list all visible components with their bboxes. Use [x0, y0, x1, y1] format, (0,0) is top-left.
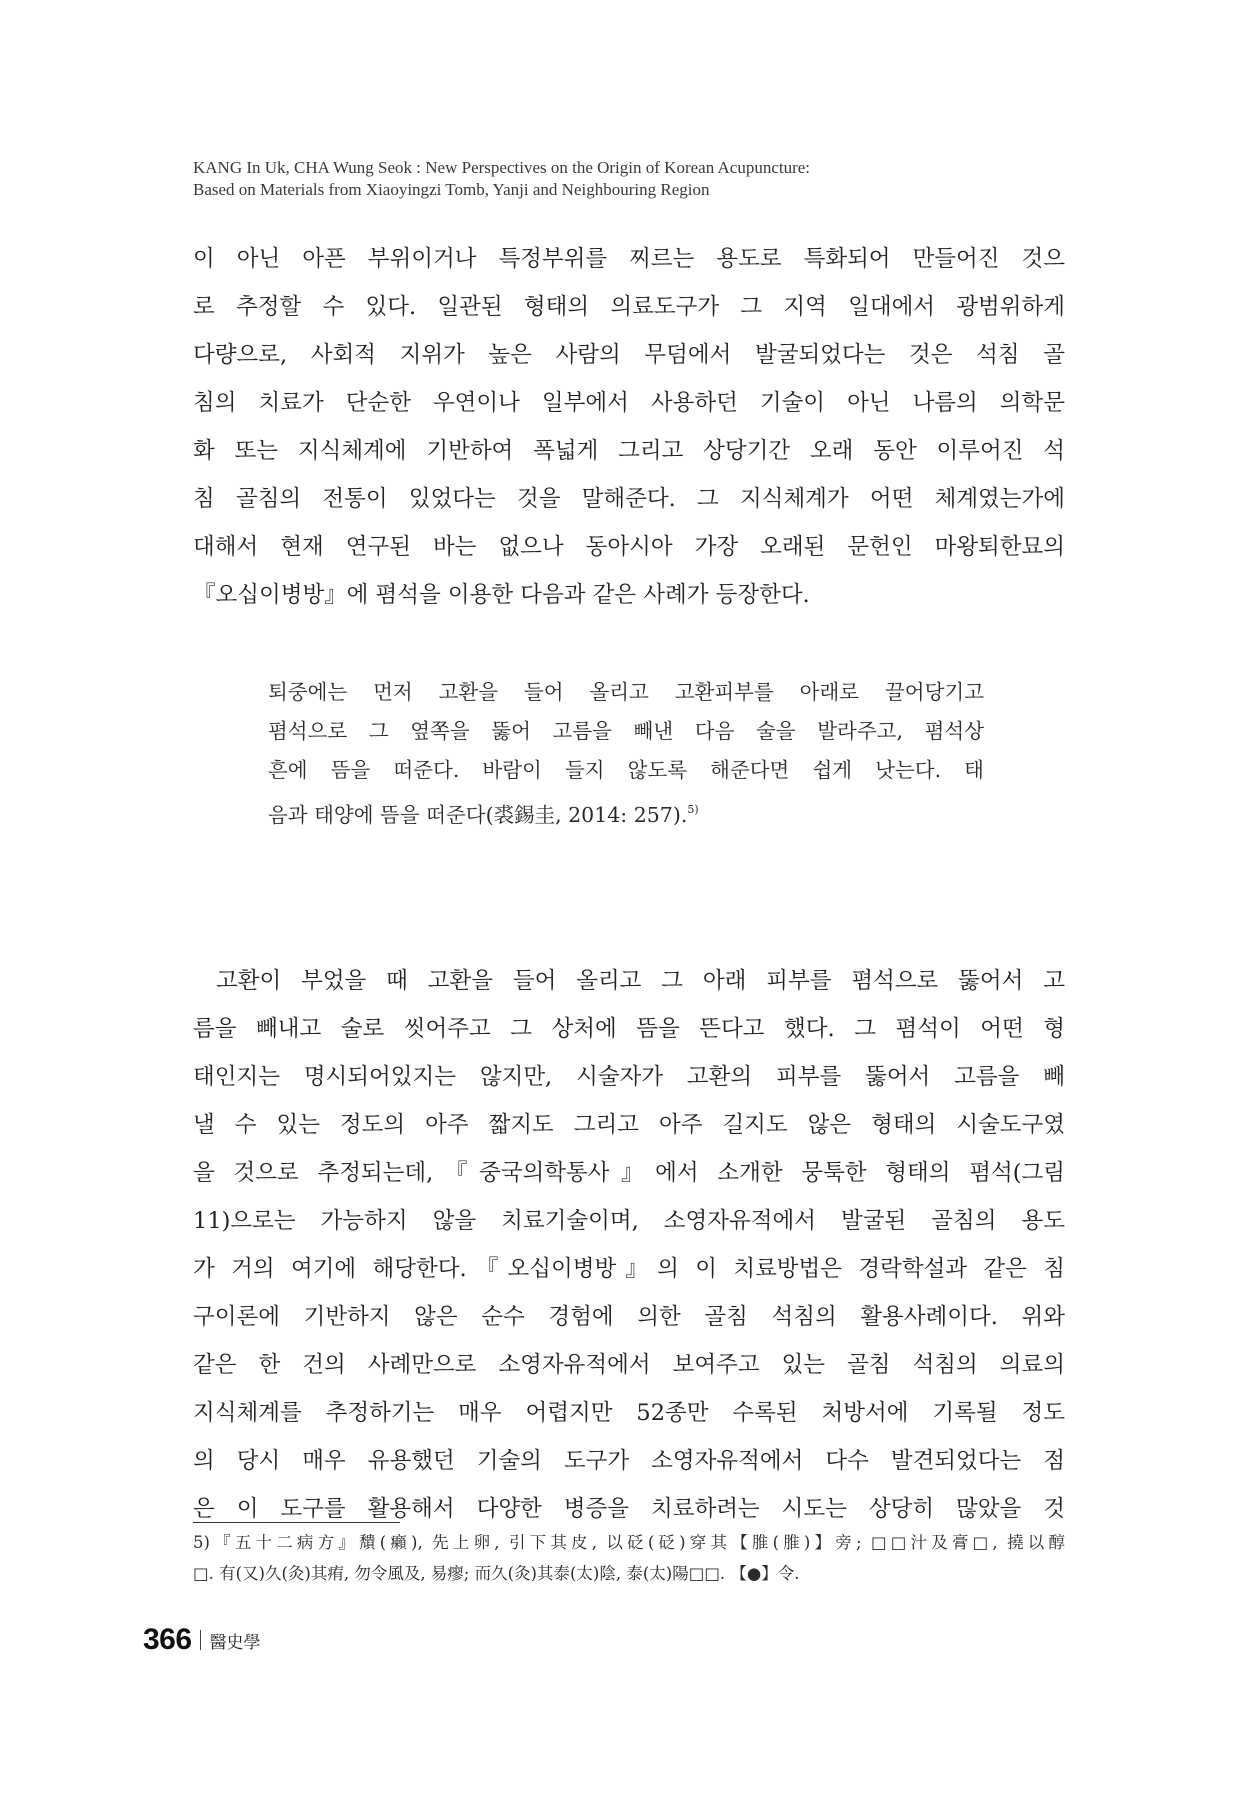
text-line: 침 골침의 전통이 있었다는 것을 말해준다. 그 지식체계가 어떤 체계였는가에 [193, 486, 1065, 512]
text-line: 대해서 현재 연구된 바는 없으나 동아시아 가장 오래된 문헌인 마왕퇴한묘의 [193, 534, 1065, 560]
text-line: 이 아닌 아픈 부위이거나 특정부위를 찌르는 용도로 특화되어 만들어진 것으 [193, 246, 1065, 272]
text-line: 고환이 부었을 때 고환을 들어 올리고 그 아래 피부를 폄석으로 뚫어서 고 [216, 968, 1065, 994]
footnote-divider [193, 1522, 400, 1523]
journal-title: 醫史學 [209, 1632, 261, 1653]
running-header [193, 157, 1073, 201]
quote-line [268, 790, 984, 829]
text-line: 침의 치료가 단순한 우연이나 일부에서 사용하던 기술이 아닌 나름의 의학문 [193, 390, 1065, 416]
text-line: 같은 한 건의 사례만으로 소영자유적에서 보여주고 있는 골침 석침의 의료의 [193, 1352, 1065, 1378]
footnote-line: □. 有(又)久(灸)其痏, 勿令風及, 易瘳; 而久(灸)其泰(太)陰, 泰(太)陽□□. 【●】令. [193, 1564, 800, 1583]
text-line: 의 당시 매우 유용했던 기술의 도구가 소영자유적에서 다수 발견되었다는 점 [193, 1448, 1065, 1474]
running-header-line: Based on Materials from Xiaoyingzi Tomb, Yanji and Neighbouring Region [193, 180, 710, 199]
footer-separator [200, 1630, 201, 1650]
text-line: 다량으로, 사회적 지위가 높은 사람의 무덤에서 발굴되었다는 것은 석침 골 [193, 342, 1065, 368]
footnote-marker[interactable]: 5) [687, 803, 699, 816]
text-line: 11)으로는 가능하지 않을 치료기술이며, 소영자유적에서 발굴된 골침의 용도 [193, 1208, 1065, 1234]
body-paragraph [193, 957, 1065, 1533]
text-line: 을 것으로 추정되는데,『중국의학통사』에서 소개한 뭉툭한 형태의 폄석(그림 [193, 1160, 1065, 1186]
quote-line: 퇴중에는 먼저 고환을 들어 올리고 고환피부를 아래로 끌어당기고 [268, 680, 984, 704]
quote-line-text: 음과 태양에 뜸을 떠준다(裘錫圭, 2014: 257). [268, 803, 688, 827]
quote-line: 폄석으로 그 옆쪽을 뚫어 고름을 빼낸 다음 술을 발라주고, 폄석상 [268, 719, 984, 743]
text-line: 태인지는 명시되어있지는 않지만, 시술자가 고환의 피부를 뚫어서 고름을 빼 [193, 1064, 1065, 1090]
text-line: 름을 빼내고 술로 씻어주고 그 상처에 뜸을 뜬다고 했다. 그 폄석이 어떤 형 [193, 1016, 1065, 1042]
text-line: 은 이 도구를 활용해서 다양한 병증을 치료하려는 시도는 상당히 많았을 것 [193, 1496, 1065, 1522]
text-line: 로 추정할 수 있다. 일관된 형태의 의료도구가 그 지역 일대에서 광범위하게 [193, 294, 1065, 320]
quote-line: 흔에 뜸을 떠준다. 바람이 들지 않도록 해준다면 쉽게 낫는다. 태 [268, 758, 984, 782]
page-number: 366 [143, 1623, 192, 1656]
running-header-line: KANG In Uk, CHA Wung Seok : New Perspectives on the Origin of Korean Acupuncture: [193, 158, 811, 177]
block-quote [268, 673, 984, 829]
text-line: 낼 수 있는 정도의 아주 짧지도 그리고 아주 길지도 않은 형태의 시술도구였 [193, 1112, 1065, 1138]
text-line: 『오십이병방』에 폄석을 이용한 다음과 같은 사례가 등장한다. [193, 582, 810, 608]
text-line: 구이론에 기반하지 않은 순수 경험에 의한 골침 석침의 활용사례이다. 위와 [193, 1304, 1065, 1330]
text-line: 지식체계를 추정하기는 매우 어렵지만 52종만 수록된 처방서에 기록될 정도 [193, 1400, 1065, 1426]
text-line: 화 또는 지식체계에 기반하여 폭넓게 그리고 상당기간 오래 동안 이루어진 석 [193, 438, 1065, 464]
footnote [193, 1527, 1065, 1589]
body-paragraph [193, 235, 1065, 619]
footnote-line: 5)『五十二病方』穨(癩), 先上卵, 引下其皮, 以砭(砭)穿其【脽(脽)】旁; □□汁及膏□, 撓以醇 [193, 1533, 1065, 1552]
text-line: 가 거의 여기에 해당한다.『오십이병방』의 이 치료방법은 경락학설과 같은 침 [193, 1256, 1065, 1282]
page-footer [143, 1620, 261, 1660]
